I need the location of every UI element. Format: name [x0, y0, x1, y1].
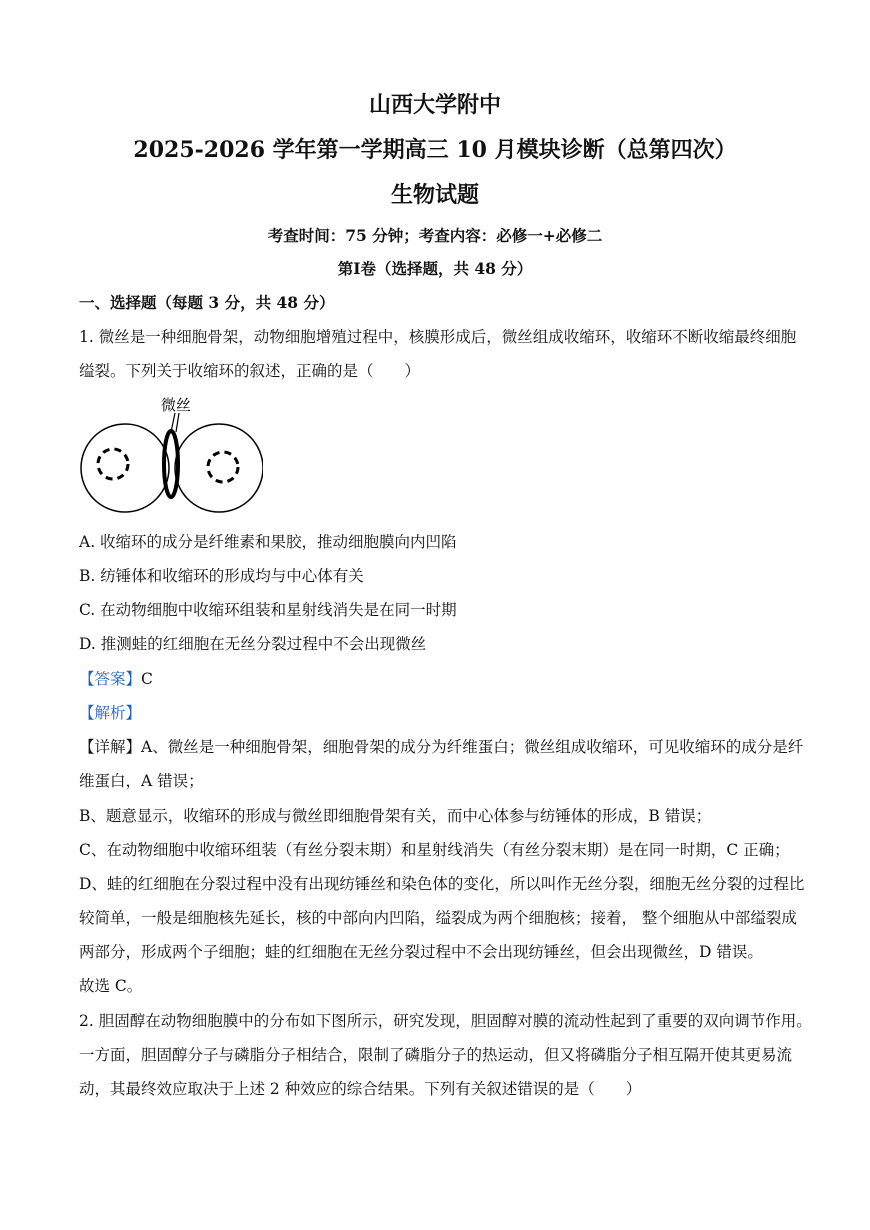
exam-title: 2025-2026 学年第一学期高三 10 月模块诊断（总第四次） [133, 137, 737, 163]
q1-option-a: A. 收缩环的成分是纤维素和果胶，推动细胞膜向内凹陷 [79, 533, 457, 551]
subject-title: 生物试题 [390, 182, 479, 208]
detail-tag: 【详解】 [79, 738, 142, 756]
figure-label-microfilament: 微丝 [161, 396, 192, 414]
analysis-tag: 【解析】 [79, 704, 142, 722]
answer-value: C [141, 670, 153, 688]
q1-detail-line-1: 【详解】A、微丝是一种细胞骨架，细胞骨架的成分为纤维蛋白；微丝组成收缩环，可见收缩环的成分是纤 [79, 738, 804, 756]
answer-tag: 【答案】 [79, 670, 142, 688]
q2-stem-line-1: 2. 胆固醇在动物细胞膜中的分布如下图所示，研究发现，胆固醇对膜的流动性起到了重要的双向调节作用。 [79, 1012, 812, 1030]
q1-option-d: D. 推测蛙的红细胞在无丝分裂过程中不会出现微丝 [79, 635, 427, 653]
right-cell [175, 424, 263, 512]
left-cell [81, 424, 169, 512]
cell-division-figure [79, 392, 263, 522]
q1-answer [79, 668, 810, 690]
right-nucleus [208, 452, 238, 482]
q1-detail-line-5: D、蛙的红细胞在分裂过程中没有出现纺锤丝和染色体的变化，所以叫作无丝分裂，细胞无丝分裂的过程比 [79, 875, 805, 893]
exam-info: 考查时间：75 分钟；考查内容：必修一+必修二 [267, 226, 603, 245]
q1-conclusion: 故选 C。 [79, 977, 143, 995]
q1-detail-line-6: 较简单，一般是细胞核先延长，核的中部向内凹陷，缢裂成为两个细胞核；接着， 整个细胞从中部缢裂成 [79, 909, 797, 927]
q1-detail-line-3: B、题意显示，收缩环的形成与微丝即细胞骨架有关，而中心体参与纺锤体的形成，B 错误； [79, 807, 712, 825]
q1-stem-line-2: 缢裂。下列关于收缩环的叙述，正确的是（ ） [79, 362, 421, 380]
q1-stem-line-1: 1. 微丝是一种细胞骨架，动物细胞增殖过程中，核膜形成后，微丝组成收缩环，收缩环不断收缩最终细胞 [79, 328, 797, 346]
q1-detail-line-7: 两部分，形成两个子细胞；蛙的红细胞在无丝分裂过程中不会出现纺锤丝，但会出现微丝，D 错误。 [79, 943, 763, 961]
q2-stem-line-2: 一方面，胆固醇分子与磷脂分子相结合，限制了磷脂分子的热运动，但又将磷脂分子相互隔开使其更易流 [79, 1046, 793, 1064]
q1-detail-line-2: 维蛋白，A 错误； [79, 772, 204, 790]
left-nucleus [98, 449, 128, 479]
school-title: 山西大学附中 [368, 92, 501, 118]
q2-stem-line-3: 动，其最终效应取决于上述 2 种效应的综合结果。下列有关叙述错误的是（ ） [79, 1080, 642, 1098]
part-title: 第Ⅰ卷（选择题，共 48 分） [337, 259, 533, 278]
q1-detail-line-4: C、在动物细胞中收缩环组装（有丝分裂末期）和星射线消失（有丝分裂末期）是在同一时期，C 正确； [79, 841, 790, 859]
q1-option-b: B. 纺锤体和收缩环的形成均与中心体有关 [79, 567, 364, 585]
section-heading: 一、选择题（每题 3 分，共 48 分） [79, 293, 335, 312]
q1-option-c: C. 在动物细胞中收缩环组装和星射线消失是在同一时期 [79, 601, 457, 619]
